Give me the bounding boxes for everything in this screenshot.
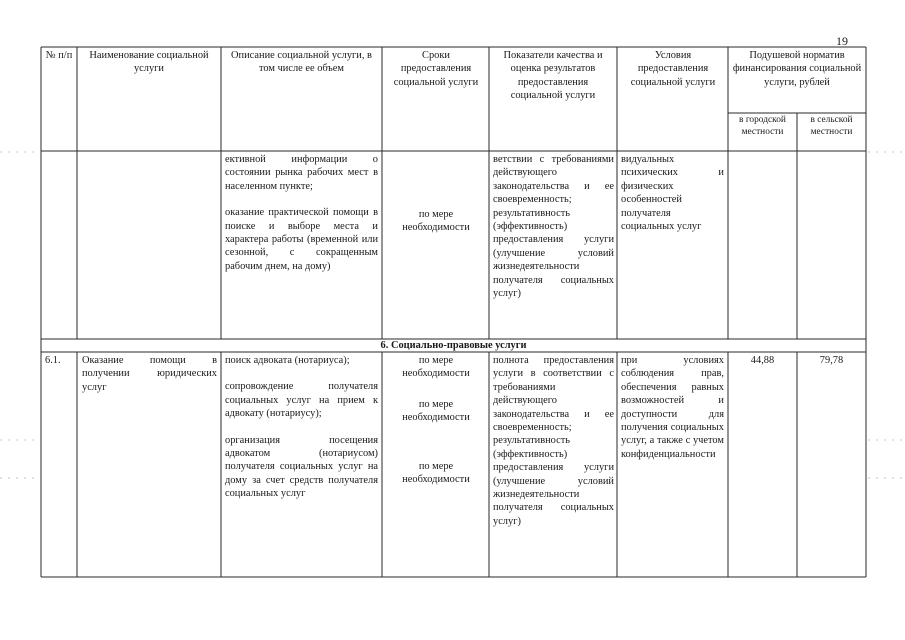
- continued-description: [225, 153, 378, 273]
- continued-description-text-1: ективной информации о состоянии рынка рабочих мест в населенном пункте;: [225, 154, 378, 192]
- row-6-1-norm-rural: 79,78: [819, 355, 844, 366]
- header-norm-city: в городской местности: [739, 115, 786, 137]
- continued-quality: ветствии с требованиями действующего законодательства и ее своевременность; результативность (эффективность) предоставления услуги (улучшение условий жизнедеятельности получателя социальных услуг): [493, 154, 614, 300]
- continued-terms: по мере необходимости: [402, 209, 470, 234]
- row-6-1-terms-3: по мере необходимости: [402, 461, 470, 486]
- section-title: 6. Социально-правовые услуги: [380, 340, 527, 351]
- page-number: 19: [836, 34, 848, 48]
- row-6-1-description-text-1: поиск адвоката (нотариуса);: [225, 355, 350, 366]
- continued-description-text-2: оказание практической помощи в поиске и выборе места и характера работы (временной или сезонной, с сокращенным рабочим днем, на дому): [225, 207, 378, 272]
- header-norm: Подушевой норматив финансирования социальной услуги, рублей: [732, 50, 862, 88]
- header-terms: Сроки предоставления социальной услуги: [393, 50, 479, 88]
- row-6-1-name: Оказание помощи в получении юридических услуг: [82, 355, 217, 393]
- row-6-1-norm-city: 44,88: [750, 355, 775, 366]
- row-6-1-conditions: при условиях соблюдения прав, обеспечения равных возможностей и доступности для получения социальных услуг, а также с учетом конфиденциальности: [621, 355, 724, 460]
- row-6-1-terms-2: по мере необходимости: [402, 399, 470, 424]
- row-6-1-terms-1: по мере необходимости: [402, 355, 470, 380]
- row-6-1-num: 6.1.: [45, 355, 61, 366]
- header-name: Наименование социальной услуги: [89, 50, 209, 75]
- row-6-1-description: [225, 354, 378, 501]
- continued-conditions: видуальных психических и физических особенностей получателя социальных услуг: [621, 154, 724, 233]
- row-6-1-description-text-2: сопровождение получателя социальных услуг на прием к адвокату (нотариусу);: [225, 381, 378, 420]
- header-num: № п/п: [45, 50, 73, 61]
- header-conditions: Условия предоставления социальной услуги: [630, 50, 716, 88]
- header-description: Описание социальной услуги, в том числе ее объем: [231, 50, 372, 75]
- header-quality: Показатели качества и оценка результатов предоставления социальной услуги: [503, 50, 603, 102]
- row-6-1-description-text-3: организация посещения адвокатом (нотариусом) получателя социальных услуг на дому за счет средств получателя социальных услуг: [225, 434, 378, 500]
- header-norm-rural: в сельской местности: [810, 115, 853, 137]
- row-6-1-quality: полнота предоставления услуги в соответствии с требованиями действующего законодательства и ее своевременность; результативность (эффективность) предоставления услуги (улучшение условий жизнедеятельности получателя социальных услуг): [493, 355, 614, 527]
